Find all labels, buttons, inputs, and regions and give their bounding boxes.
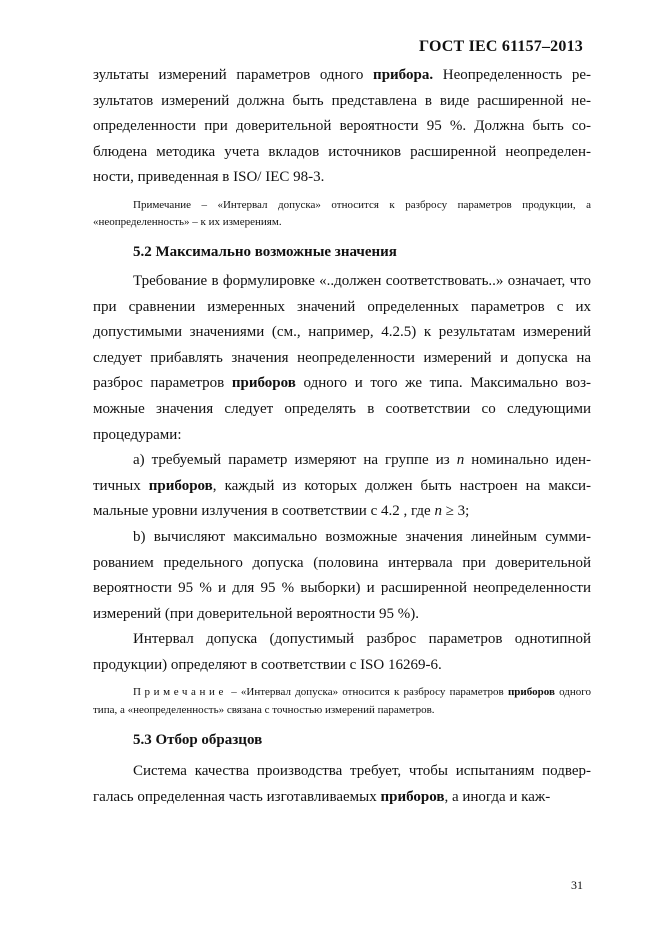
paragraph-uncertainty: зультаты измерений параметров одного прибора. Неопределенность результатов измерений должна быть представлена в виде расширенной неопределенности при доверительной вероятности 95 %. Должна быть соблюдена методика учета вкладов источников расширенной неопределенности, приведенная в ISO/ IEC 98-3.: [93, 67, 591, 186]
page-number: 31: [571, 878, 583, 892]
paragraph-sampling: Система качества производства требует, чтобы испытаниям подвергалась определенная часть изготавливаемых приборов, а иногда и каж-: [93, 763, 591, 806]
bold-term: приборов: [231, 375, 296, 392]
list-item-a: а) требуемый параметр измеряют на группе из n номинально идентичных приборов, каждый из которых должен быть настроен на максимальные уровни излучения в соответствии с 4.2 , где n ≥ 3;: [93, 452, 592, 520]
document-header: ГОСТ IEC 61157–2013: [418, 38, 583, 55]
note-2: Примечание – «Интервал допуска» относится к разбросу параметров приборов одного типа, а «неопределенность» связана с точностью измерений параметров.: [93, 686, 592, 716]
paragraph-tolerance: Интервал допуска (допустимый разброс параметров однотипной продукции) определяют в соответствии с ISO 16269-6.: [93, 631, 591, 673]
page-body: [93, 63, 591, 811]
section-5-3-heading: 5.3 Отбор образцов: [133, 732, 263, 749]
bold-term: приборов: [148, 477, 213, 494]
bold-term: приборов: [380, 789, 445, 806]
bold-term: прибора.: [373, 67, 434, 83]
section-5-2-heading: 5.2 Максимально возможные значения: [133, 243, 397, 260]
paragraph-requirement: Требование в формулировке «..должен соответствовать..» означает, что при сравнении измеренных значений определенных параметров с их допустимыми значениями (см., например, 4.2.5) к результатам измерений следует прибавлять значения неопределенности измерений и допуска на разброс параметров приборов одного и того же типа. Максимально возможные значения следует определять в соответствии со следующими процедурами:: [93, 272, 591, 443]
note-1: Примечание – «Интервал допуска» относится к разбросу параметров продукции, а «неопределенность» – к их измерениям.: [93, 198, 591, 229]
list-item-b: b) вычисляют максимально возможные значения линейным суммированием предельного допуска (половина интервала при доверительной вероятности 95 % и для 95 % выборки) и расширенной неопределенности измерений (при доверительной вероятности 95 %).: [93, 528, 591, 622]
bold-term: приборов: [507, 686, 555, 699]
